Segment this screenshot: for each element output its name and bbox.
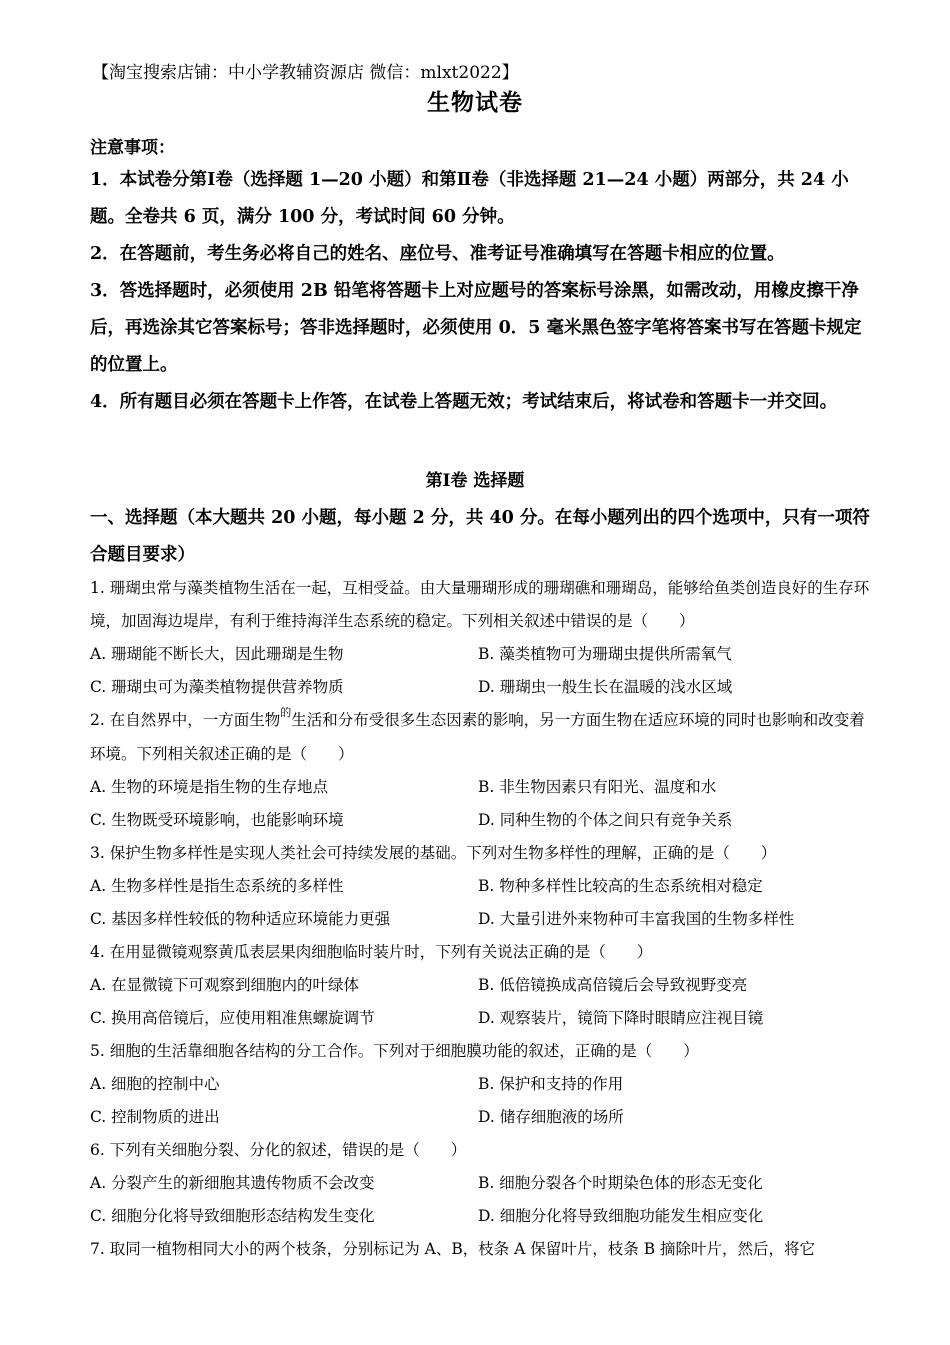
question-stem <box>90 704 870 771</box>
option-d: D. 珊瑚虫一般生长在温暖的浅水区域 <box>478 678 733 696</box>
question-options <box>90 969 870 1035</box>
question-list <box>90 572 870 1266</box>
option-c: C. 换用高倍镜后，应使用粗准焦螺旋调节 <box>90 1009 375 1027</box>
question-2 <box>90 704 870 837</box>
option-b: B. 藻类植物可为珊瑚虫提供所需氧气 <box>478 645 732 663</box>
question-options <box>90 1068 870 1134</box>
question-stem: 7. 取同一植物相同大小的两个枝条，分别标记为 A、B，枝条 A 保留叶片，枝条 B 摘除叶片，然后，将它 <box>90 1240 816 1258</box>
option-d: D. 同种生物的个体之间只有竞争关系 <box>478 811 733 829</box>
question-1 <box>90 572 870 704</box>
option-d: D. 观察装片，镜筒下降时眼睛应注视目镜 <box>478 1009 764 1027</box>
option-b: B. 非生物因素只有阳光、温度和水 <box>478 778 717 796</box>
notes-heading: 注意事项： <box>90 138 175 158</box>
option-d: D. 细胞分化将导致细胞功能发生相应变化 <box>478 1207 764 1225</box>
note-item: 1．本试卷分第Ⅰ卷（选择题 1—20 小题）和第Ⅱ卷（非选择题 21—24 小题）两部分，共 24 小题。全卷共 6 页，满分 100 分，考试时间 60 分钟。 <box>90 170 849 227</box>
option-b: B. 保护和支持的作用 <box>478 1075 624 1093</box>
option-c: C. 基因多样性较低的物种适应环境能力更强 <box>90 910 391 928</box>
question-stem: 4. 在用显微镜观察黄瓜表层果肉细胞临时装片时，下列有关说法正确的是（ ） <box>90 943 653 961</box>
question-5 <box>90 1035 870 1134</box>
option-c: C. 细胞分化将导致细胞形态结构发生变化 <box>90 1207 375 1225</box>
note-item: 2．在答题前，考生务必将自己的姓名、座位号、准考证号准确填写在答题卡相应的位置。 <box>90 244 785 264</box>
section-title: 第Ⅰ卷 选择题 <box>425 471 525 491</box>
option-c: C. 控制物质的进出 <box>90 1108 220 1126</box>
stem-part: 生活和分布受很多生态因素的影响，另一方面生物在适应环境的同时也影响和改变着环境。下列相关叙述正确的是（ ） <box>90 711 865 763</box>
question-stem: 1. 珊瑚虫常与藻类植物生活在一起，互相受益。由大量珊瑚形成的珊瑚礁和珊瑚岛，能够给鱼类创造良好的生存环境，加固海边堤岸，有利于维持海洋生态系统的稳定。下列相关叙述中错误的是（ ） <box>90 579 870 630</box>
option-a: A. 珊瑚能不断长大，因此珊瑚是生物 <box>90 645 344 663</box>
stem-part: 2. 在自然界中，一方面生物 <box>90 711 281 729</box>
question-stem: 6. 下列有关细胞分裂、分化的叙述，错误的是（ ） <box>90 1141 467 1159</box>
option-b: B. 物种多样性比较高的生态系统相对稳定 <box>478 877 763 895</box>
question-options <box>90 1167 870 1233</box>
question-4 <box>90 936 870 1035</box>
question-stem: 5. 细胞的生活靠细胞各结构的分工合作。下列对于细胞膜功能的叙述，正确的是（ ） <box>90 1042 699 1060</box>
option-d: D. 大量引进外来物种可丰富我国的生物多样性 <box>478 910 795 928</box>
option-c: C. 珊瑚虫可为藻类植物提供营养物质 <box>90 678 344 696</box>
note-item: 3．答选择题时，必须使用 2B 铅笔将答题卡上对应题号的答案标号涂黑，如需改动，用橡皮擦干净后，再选涂其它答案标号；答非选择题时，必须使用 0．5 毫米黑色签字笔将答案书写在答题卡规定的位置上。 <box>90 281 862 375</box>
question-6 <box>90 1134 870 1233</box>
option-b: B. 细胞分裂各个时期染色体的形态无变化 <box>478 1174 763 1192</box>
option-d: D. 储存细胞液的场所 <box>478 1108 624 1126</box>
question-options <box>90 638 870 704</box>
question-options <box>90 771 870 837</box>
question-options <box>90 870 870 936</box>
option-c: C. 生物既受环境影响，也能影响环境 <box>90 811 344 829</box>
part-heading: 一、选择题（本大题共 20 小题，每小题 2 分，共 40 分。在每小题列出的四个选项中，只有一项符合题目要求） <box>90 508 870 565</box>
option-b: B. 低倍镜换成高倍镜后会导致视野变亮 <box>478 976 748 994</box>
option-a: A. 在显微镜下可观察到细胞内的叶绿体 <box>90 976 360 994</box>
note-item: 4．所有题目必须在答题卡上作答，在试卷上答题无效；考试结束后，将试卷和答题卡一并交回。 <box>90 392 838 412</box>
option-a: A. 分裂产生的新细胞其遗传物质不会改变 <box>90 1174 375 1192</box>
option-a: A. 细胞的控制中心 <box>90 1075 220 1093</box>
question-7 <box>90 1233 870 1266</box>
stem-small-char: 的 <box>280 706 292 719</box>
question-stem: 3. 保护生物多样性是实现人类社会可持续发展的基础。下列对生物多样性的理解，正确的是（ ） <box>90 844 777 862</box>
page-title: 生物试卷 <box>427 89 523 116</box>
header-note: 【淘宝搜索店铺：中小学教辅资源店 微信：mlxt2022】 <box>92 63 519 83</box>
notes-list <box>90 162 870 421</box>
option-a: A. 生物的环境是指生物的生存地点 <box>90 778 329 796</box>
option-a: A. 生物多样性是指生态系统的多样性 <box>90 877 344 895</box>
question-3 <box>90 837 870 936</box>
